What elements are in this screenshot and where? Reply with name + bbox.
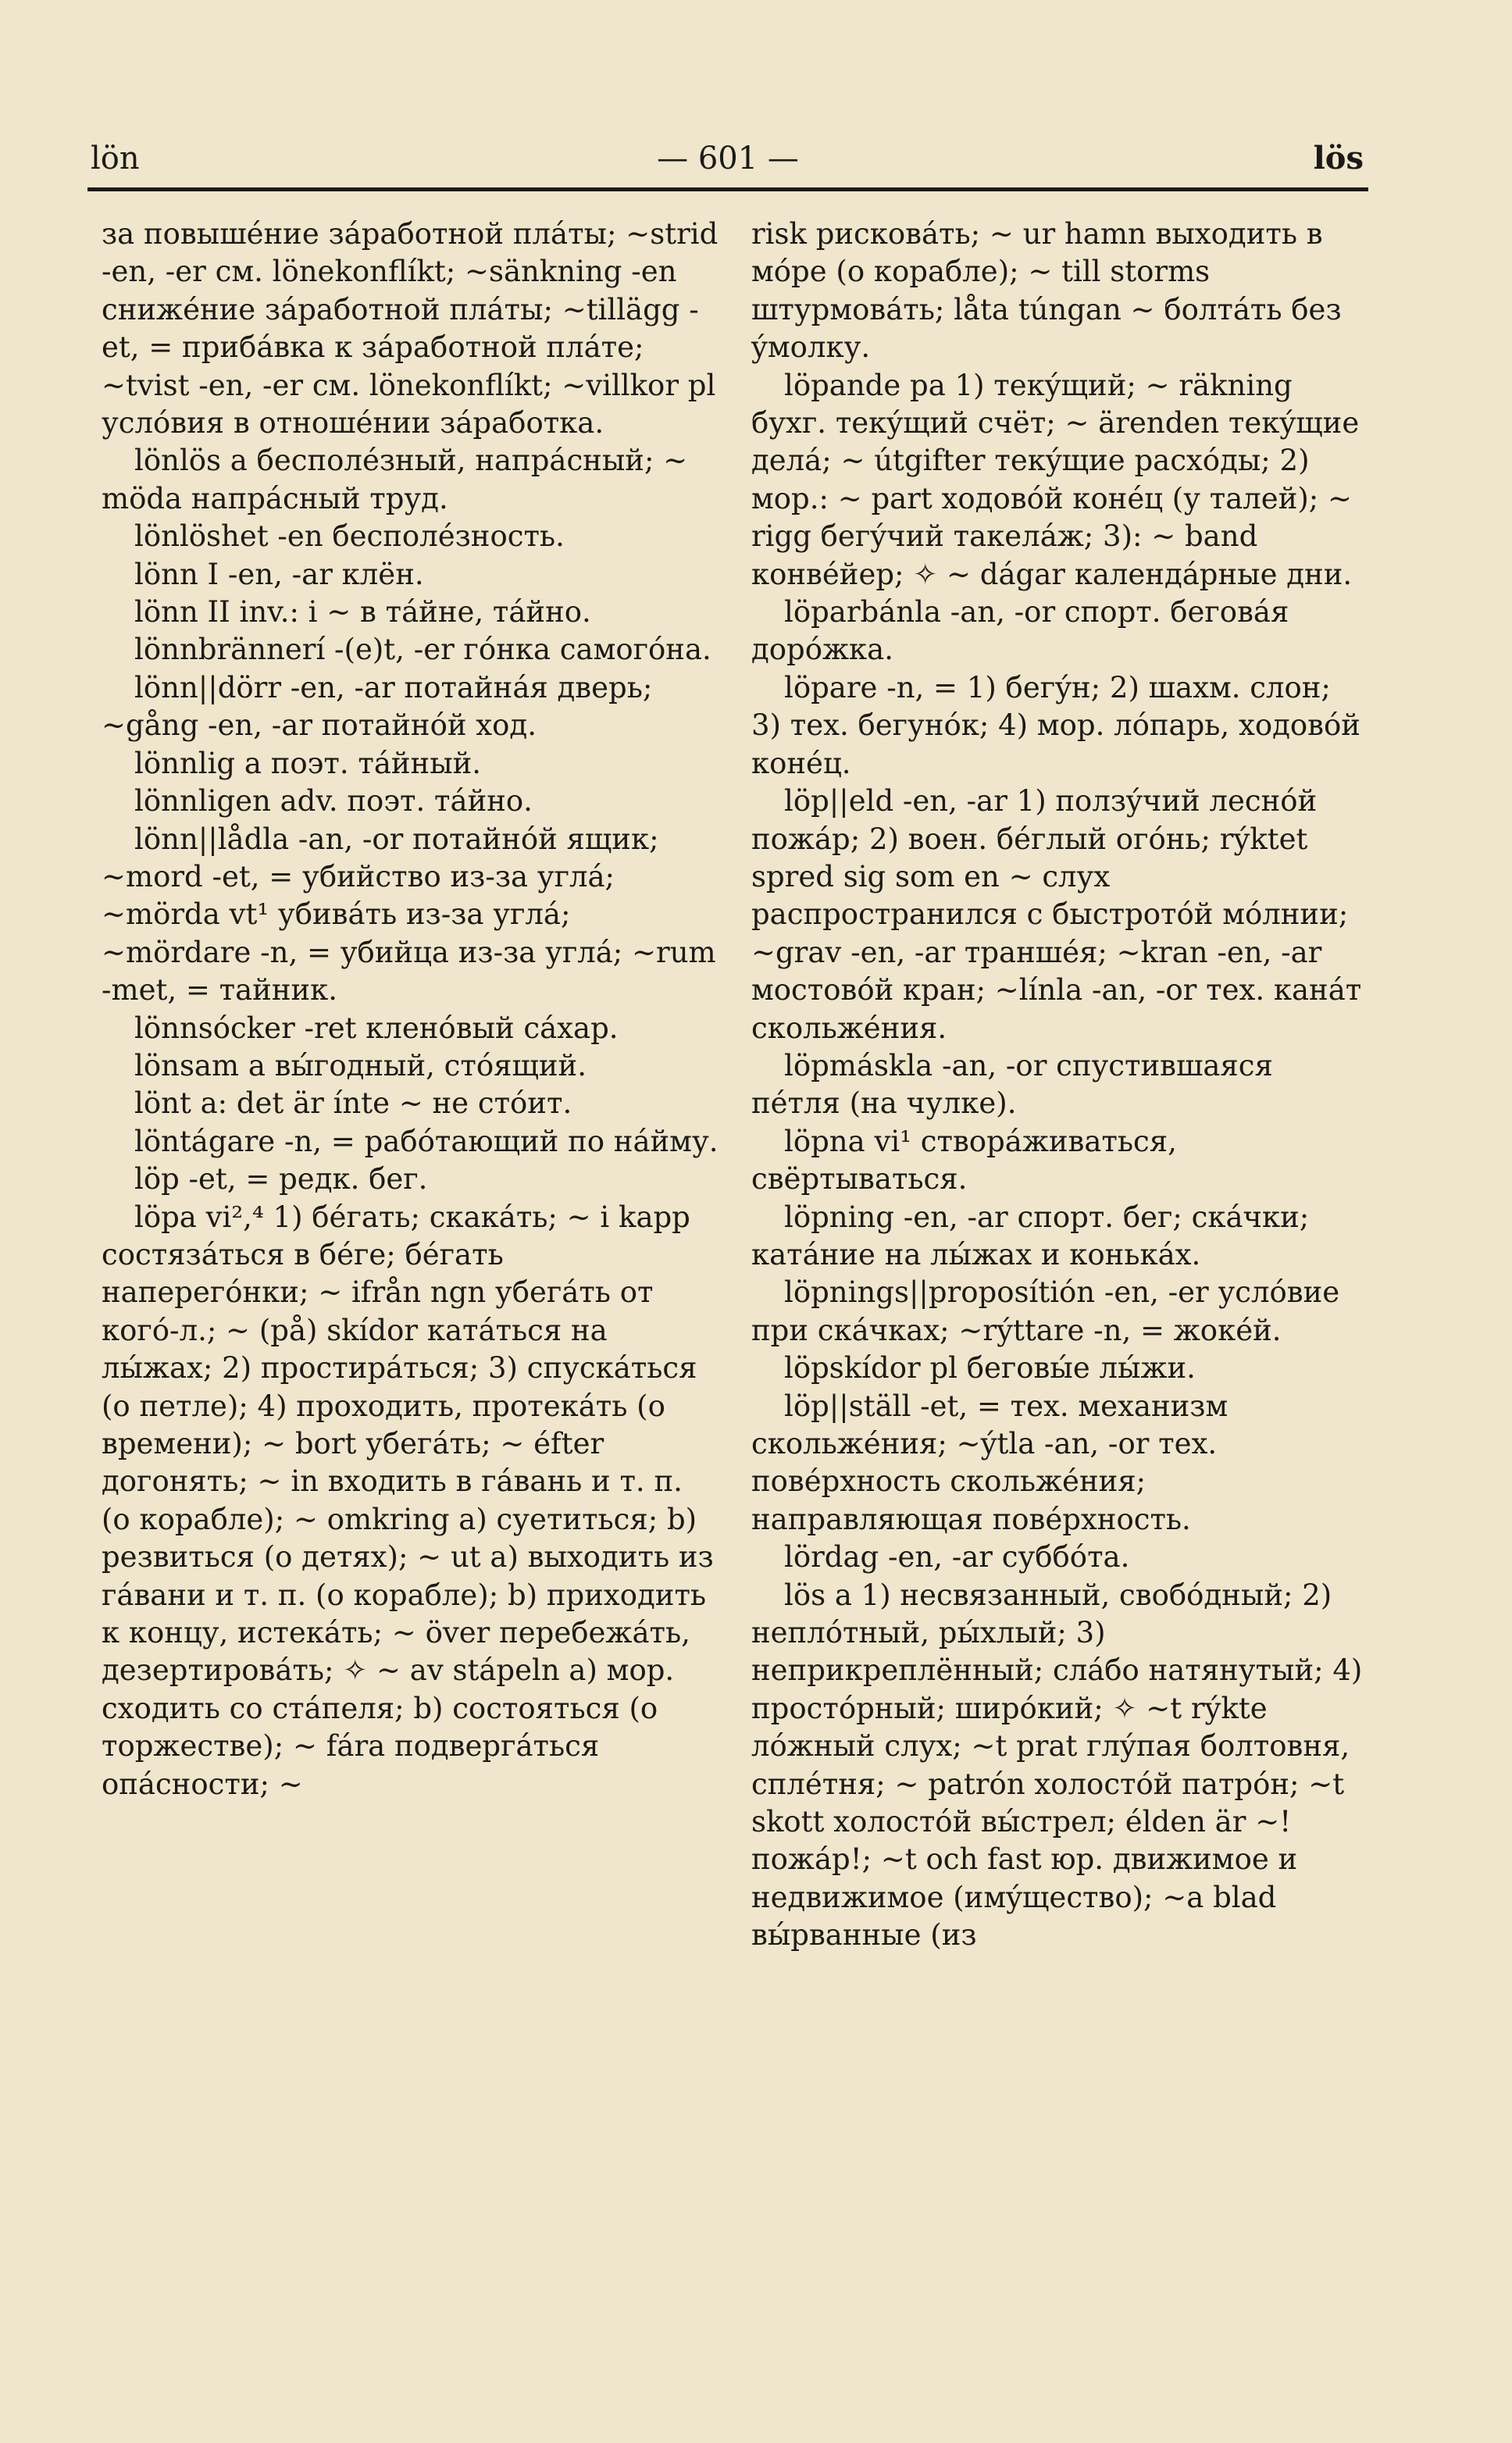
dictionary-entry: lönnbrännerí -(e)t, -er гóнка самогóна. [134,633,711,667]
page-number: — 601 — [657,141,799,177]
dictionary-entry: löpna vi¹ створáживаться, свёртываться. [751,1124,1177,1197]
dictionary-entry: löpmáskla -an, -or спустившаяся пéтля (на чулке). [751,1048,1273,1121]
dictionary-entry: lönt a: det är ínte ~ не стóит. [134,1086,572,1121]
dictionary-entry: lönn II inv.: i ~ в тáйне, тáйно. [134,595,591,629]
dictionary-entry: lördag -en, -ar суббóта. [784,1540,1130,1575]
dictionary-entry: lös a 1) несвязанный, свобóдный; 2) неплóтный, ры́хлый; 3) неприкреплённый; слáбо натянутый; 4) простóрный; ширóкий; ✧ ~t rýkte лóжный слух; ~t prat глýпая болтовня, сплéтня; ~ patrón холостóй патрóн; ~t skott холостóй вы́стрел; élden är ~! пожáр!; ~t och fast юр. движимое и недвижимое (имýщество); ~a blad вы́рванные (из [751,1578,1363,1953]
dictionary-entry: lönsam a вы́годный, стóящий. [134,1048,587,1082]
dictionary-entry: lönlös a бесполéзный, напрáсный; ~ möda напрáсный труд. [102,444,688,515]
dictionary-entry: löpande pa 1) текýщий; ~ räkning бухг. текýщий счёт; ~ ärenden текýщие делá; ~ útgifter текýщие расхóды; 2) мор.: ~ part ходовóй конéц (у талей); ~ rigg бегýчий такелáж; 3): ~ band конвéйер; ✧ ~ dágar календáрные дни. [751,368,1360,591]
dictionary-entry: löparbánla -an, -or спорт. беговáя дорóжка. [751,595,1289,667]
dictionary-entry: löpnings||proposítión -en, -er услóвие при скáчках; ~rýttare -n, = жокéй. [751,1275,1340,1347]
dictionary-entry: lönn||lådla -an, -or потайнóй ящик; ~mord -et, = убийство из-за углá; ~mörda vt¹ убивáть из-за углá; ~mördare -n, = убийца из-за углá; ~rum -met, = тайник. [102,822,716,1008]
dictionary-entry: lönlöshet -en бесполéзность. [134,519,565,554]
dictionary-entry: löp||ställ -et, = тех. механизм скольжéния; ~ýtla -an, -or тех. повéрхность скольжéния; направляющая повéрхность. [751,1389,1228,1536]
dictionary-entry: lönn||dörr -en, -ar потайнáя дверь; ~gång -en, -ar потайнóй ход. [102,670,653,743]
dictionary-entry: löpning -en, -ar спорт. бег; скáчки; катáние на лы́жах и конькáх. [751,1200,1310,1271]
guide-word-right: lös [1313,140,1364,177]
dictionary-entry: löp||eld -en, -ar 1) ползýчий леснóй пожáр; 2) воен. бéглый огóнь; rýktet spred sig som en ~ слух распространился с быстротóй мóлнии; ~grav -en, -ar траншéя; ~kran -en, -ar мостовóй кран; ~línla -an, -or тех. канáт скольжéния. [751,784,1362,1045]
right-column [751,216,1368,1955]
guide-word-left: lön [91,141,140,177]
dictionary-entry: за повышéние зáработной плáты; ~strid -en, -er см. lönekonflíkt; ~sänkning -en снижéние зáработной плáты; ~tillägg -et, = прибáвка к зáработной плáте; ~tvist -en, -er см. lönekonflíkt; ~villkor pl услóвия в отношéнии зáработка. [102,217,719,440]
dictionary-entry: lönn I -en, -ar клён. [134,557,424,591]
dictionary-entry: löpa vi²,⁴ 1) бéгать; скакáть; ~ i kapp состязáться в бéге; бéгать наперегóнки; ~ ifrån ngn убегáть от когó-л.; ~ (på) skídor катáться на лы́жах; 2) простирáться; 3) спускáться (о петле); 4) проходить, протекáть (о времени); ~ bort убегáть; ~ éfter догонять; ~ in входить в гáвань и т. п. (о корабле); ~ omkring a) суетиться; b) резвиться (о детях); ~ ut a) выходить из гáвани и т. п. (о корабле); b) приходить к концу, истекáть; ~ över перебежáть, дезертировáть; ✧ ~ av stápeln a) мор. сходить со стáпеля; b) состояться (о торжестве); ~ fára подвергáться опáсности; ~ [102,1200,714,1801]
dictionary-entry: löpskídor pl беговы́е лы́жи. [784,1351,1196,1386]
header-rule [87,187,1368,191]
dictionary-entry: lönnsócker -ret кленóвый сáхар. [134,1011,619,1045]
page-header [87,133,1368,181]
dictionary-entry: risk рисковáть; ~ ur hamn выходить в мóре (о корабле); ~ till storms штурмовáть; låta túngan ~ болтáть без ýмолку. [751,217,1342,365]
dictionary-entry: lönnlig a поэт. тáйный. [134,746,482,780]
dictionary-entry: löp -et, = редк. бег. [134,1162,428,1197]
dictionary-entry: lönnligen adv. поэт. тáйно. [134,784,533,818]
left-column [102,216,719,1803]
dictionary-entry: löntágare -n, = рабóтающий по нáйму. [134,1124,719,1158]
dictionary-entry: löpare -n, = 1) бегýн; 2) шахм. слон; 3) тех. бегунóк; 4) мор. лóпарь, ходовóй конéц. [751,670,1360,780]
